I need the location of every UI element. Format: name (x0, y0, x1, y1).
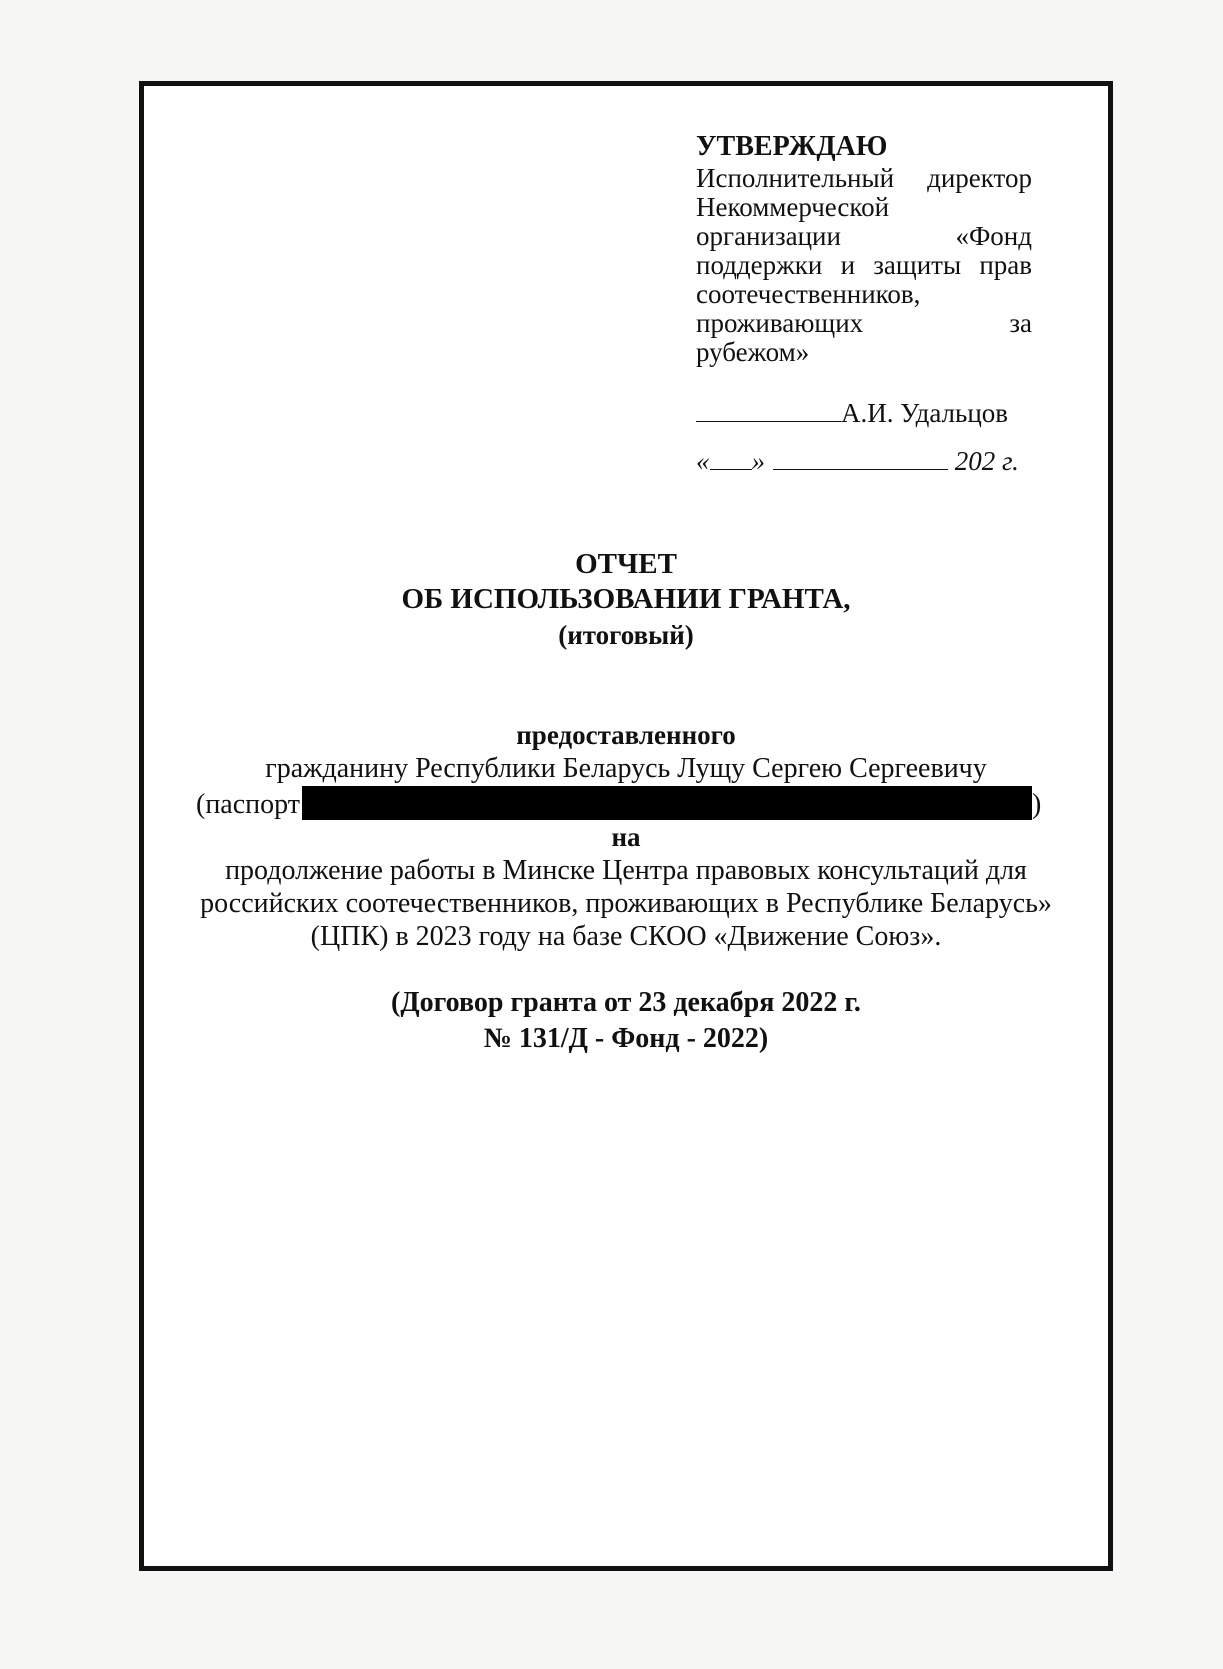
report-type: (итоговый) (558, 620, 694, 650)
approval-line: Исполнительный директор (696, 163, 1032, 193)
approval-line: рубежом» (696, 337, 810, 367)
purpose-line: российских соотечественников, проживающих в Республике Беларусь» (200, 888, 1052, 919)
approval-line: соотечественников, (696, 279, 921, 309)
approval-line: Некоммерческой (696, 192, 890, 222)
day-blank (710, 445, 752, 470)
redaction-bar (302, 786, 1032, 820)
signatory-name: А.И. Удальцов (841, 398, 1009, 428)
purpose-line: (ЦПК) в 2023 году на базе СКОО «Движение Союз». (310, 921, 942, 952)
passport-line (196, 786, 1041, 821)
approval-block (696, 130, 1032, 477)
contract-reference: (Договор гранта от 23 декабря 2022 г. (391, 987, 861, 1018)
purpose-label: на (611, 822, 641, 852)
date-close-quote: » (751, 446, 765, 476)
date-year: 202 г. (954, 446, 1019, 476)
purpose-line: продолжение работы в Минске Центра правовых консультаций для (225, 855, 1027, 886)
passport-label: (паспорт (196, 789, 301, 820)
signature-line (696, 397, 1032, 429)
approval-line: организации «Фонд (696, 221, 1032, 251)
approval-line: поддержки и защиты прав (696, 250, 1032, 280)
approval-line: проживающих за (696, 308, 1032, 338)
report-title: ОТЧЕТ (575, 548, 677, 580)
approval-date-line (696, 445, 1032, 477)
granted-label: предоставленного (516, 720, 736, 750)
month-blank (773, 445, 948, 470)
contract-number: № 131/Д - Фонд - 2022) (483, 1023, 769, 1054)
approval-title: УТВЕРЖДАЮ (696, 131, 888, 162)
report-subtitle: ОБ ИСПОЛЬЗОВАНИИ ГРАНТА, (401, 583, 851, 615)
passport-close-paren: ) (1032, 789, 1042, 820)
signature-blank (696, 397, 841, 422)
grant-purpose (160, 854, 1092, 953)
grant-recipient: гражданину Республики Беларусь Лущу Сергею Сергеевичу (265, 753, 987, 784)
date-open-quote: « (696, 446, 710, 476)
